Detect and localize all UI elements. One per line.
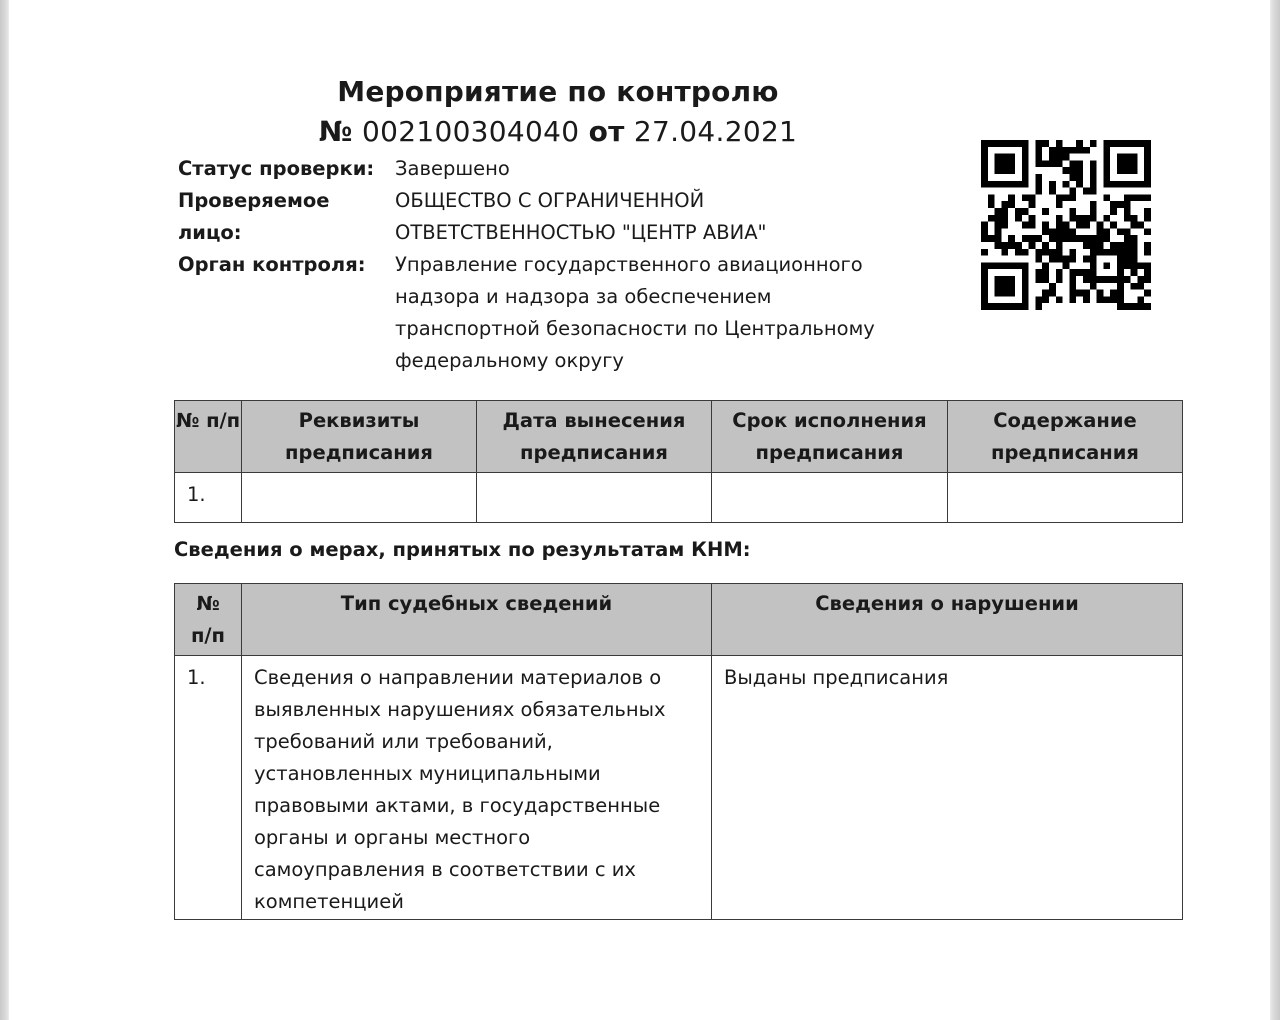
- info-label: Орган контроля:: [178, 253, 366, 276]
- column-header-number: № п/п: [175, 401, 242, 473]
- header-label: № п/п: [190, 592, 226, 647]
- document-page: [9, 0, 1270, 1020]
- column-header-deadline: Срок исполнения предписания: [712, 401, 948, 473]
- table-header-row: [175, 401, 1183, 473]
- cell-requisites: [242, 473, 477, 523]
- cell-court-info-type: Сведения о направлении материалов о выявленных нарушениях обязательных требований или требований, установленных муниципальными правовыми актами, в государственные органы и органы местного самоуправления в соответствии с их компетенцией: [242, 656, 712, 920]
- info-value: Управление государственного авиационного надзора и надзора за обеспечением транспортной безопасности по Центральному федеральному округу: [395, 253, 875, 372]
- qr-code-icon: [981, 140, 1151, 310]
- document-date: 27.04.2021: [633, 115, 798, 148]
- info-row-status: [178, 153, 938, 185]
- info-value: Завершено: [395, 157, 510, 180]
- column-header-court-info-type: Тип судебных сведений: [242, 584, 712, 656]
- document-title: Мероприятие по контролю: [337, 75, 779, 108]
- cell-number: 1.: [175, 656, 242, 920]
- number-prefix: №: [318, 115, 353, 148]
- info-block: [178, 153, 938, 377]
- cell-content: [948, 473, 1183, 523]
- cell-deadline: [712, 473, 948, 523]
- column-header-violation-info: Сведения о нарушении: [712, 584, 1183, 656]
- info-label: Проверяемое лицо:: [178, 189, 330, 244]
- cell-number: 1.: [175, 473, 242, 523]
- info-value: ОБЩЕСТВО С ОГРАНИЧЕННОЙ ОТВЕТСТВЕННОСТЬЮ "ЦЕНТР АВИА": [395, 189, 767, 244]
- page-edge-right: [1270, 0, 1280, 1020]
- document-number: 002100304040: [362, 115, 580, 148]
- table-row: [175, 473, 1183, 523]
- document-number-line: [9, 114, 1107, 150]
- prescriptions-table: [174, 400, 1183, 523]
- column-header-requisites: Реквизиты предписания: [242, 401, 477, 473]
- column-header-content: Содержание предписания: [948, 401, 1183, 473]
- measures-table: [174, 583, 1183, 920]
- cell-violation-info: Выданы предписания: [712, 656, 1183, 920]
- cell-issue-date: [477, 473, 712, 523]
- info-label: Статус проверки:: [178, 157, 375, 180]
- page-edge-left: [0, 0, 9, 1020]
- column-header-number: [175, 584, 242, 656]
- date-prefix: от: [588, 115, 625, 148]
- info-row-inspected-entity: [178, 185, 938, 249]
- info-row-control-body: [178, 249, 938, 377]
- table-header-row: [175, 584, 1183, 656]
- measures-heading: Сведения о мерах, принятых по результатам КНМ:: [174, 538, 751, 561]
- column-header-issue-date: Дата вынесения предписания: [477, 401, 712, 473]
- table-row: [175, 656, 1183, 920]
